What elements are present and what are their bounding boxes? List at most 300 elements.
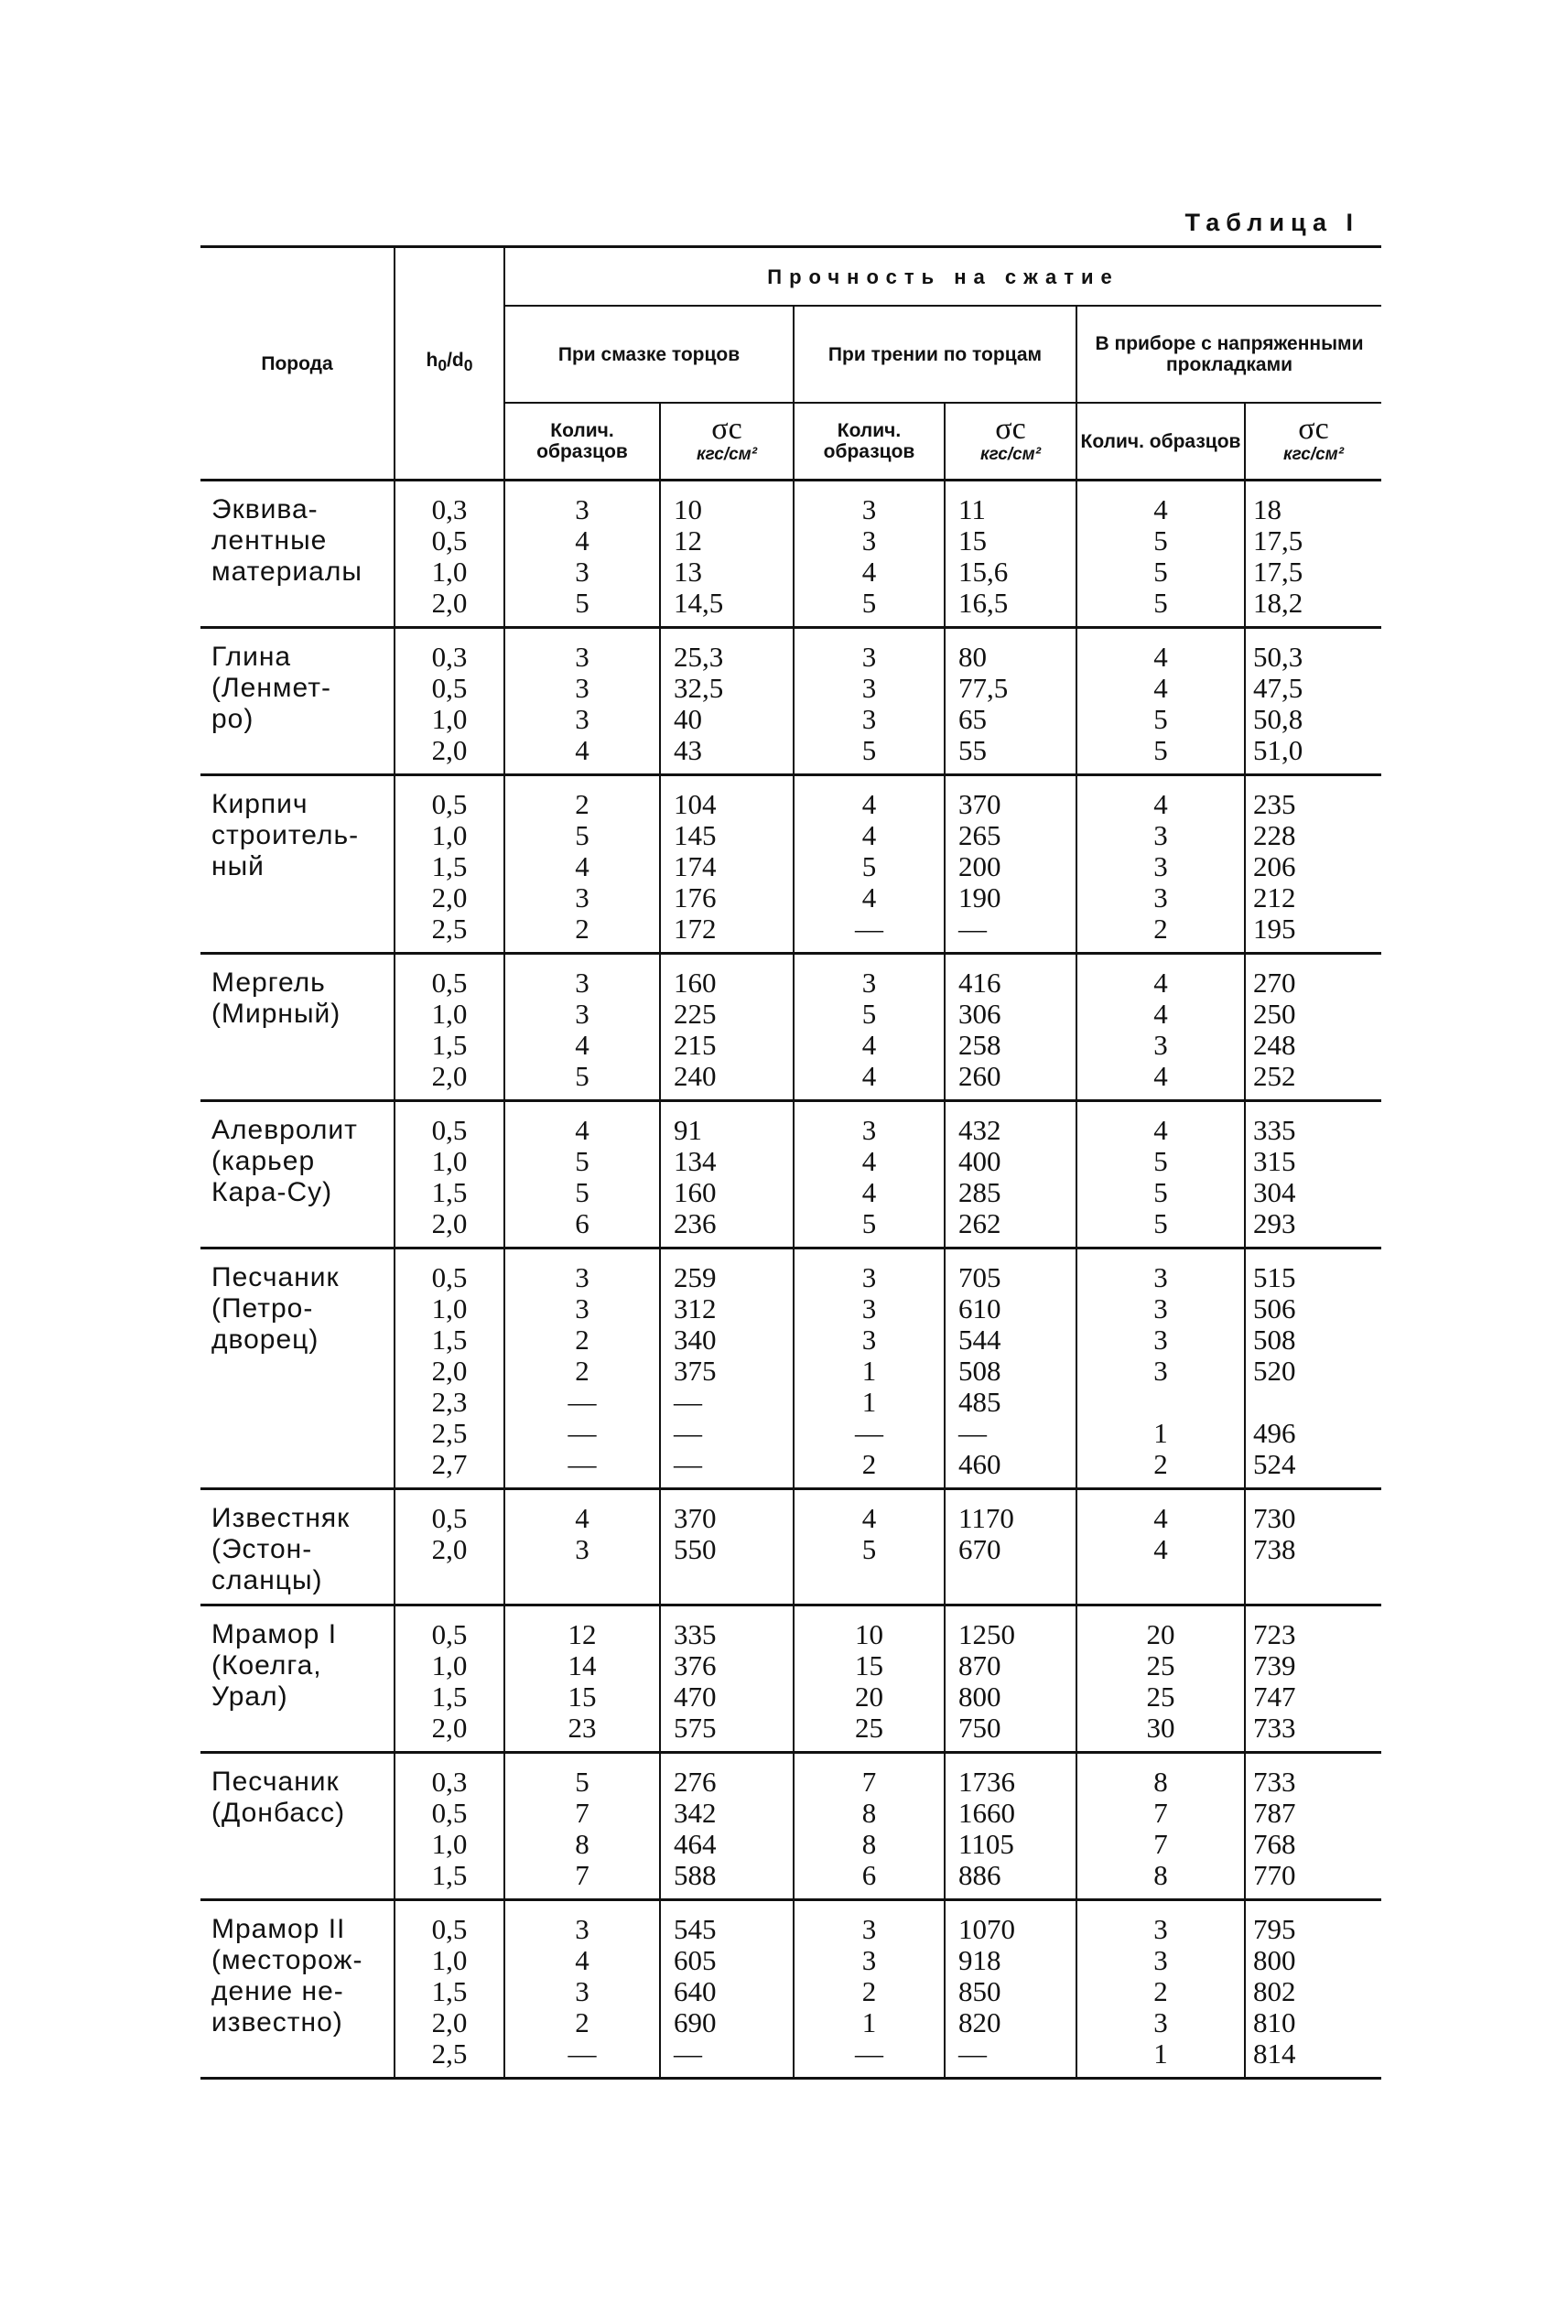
count-friction-cell bbox=[794, 1900, 945, 2079]
cell-value: 1,0 bbox=[431, 1145, 468, 1177]
cell-value: 2 bbox=[1153, 1448, 1168, 1480]
cell-value: 376 bbox=[674, 1649, 717, 1681]
strength-device-cell bbox=[1245, 775, 1381, 954]
cell-value: 16,5 bbox=[958, 587, 1009, 619]
count-friction-cell bbox=[794, 1101, 945, 1248]
cell-value: 787 bbox=[1253, 1797, 1296, 1829]
strength-lubricated-cell bbox=[660, 1489, 794, 1605]
cell-value: 918 bbox=[958, 1944, 1001, 1976]
count-device-cell bbox=[1076, 1101, 1245, 1248]
cell-value: 2 bbox=[1153, 1975, 1168, 2007]
cell-value: 13 bbox=[674, 556, 702, 588]
table-row bbox=[200, 1489, 1381, 1605]
cell-value: 508 bbox=[958, 1355, 1001, 1387]
cell-value: 6 bbox=[861, 1859, 877, 1891]
cell-value: 4 bbox=[861, 819, 877, 851]
cell-value: 0,5 bbox=[431, 1502, 468, 1534]
cell-value: 236 bbox=[674, 1207, 717, 1239]
cell-value: 4 bbox=[1153, 672, 1168, 704]
cell-value: 17,5 bbox=[1253, 556, 1303, 588]
strength-device-cell bbox=[1245, 1605, 1381, 1753]
cell-value: 2 bbox=[1153, 913, 1168, 945]
strength-friction-cell bbox=[945, 628, 1076, 775]
count-lubricated-cell bbox=[504, 1489, 660, 1605]
strength-device-cell bbox=[1245, 954, 1381, 1101]
cell-value: 2,7 bbox=[431, 1448, 468, 1480]
cell-value: 15 bbox=[568, 1681, 597, 1713]
cell-value: 50,3 bbox=[1253, 641, 1303, 673]
ratio-cell bbox=[395, 1489, 504, 1605]
cell-value: 416 bbox=[958, 967, 1001, 999]
ratio-cell bbox=[395, 954, 504, 1101]
cell-value: 293 bbox=[1253, 1207, 1296, 1239]
strength-friction-cell bbox=[945, 954, 1076, 1101]
cell-value: — bbox=[568, 1386, 597, 1418]
ratio-cell bbox=[395, 1101, 504, 1248]
cell-value: 304 bbox=[1253, 1176, 1296, 1208]
cell-value: 250 bbox=[1253, 998, 1296, 1030]
header-count-3: Колич. образцов bbox=[1076, 403, 1245, 481]
cell-value: 690 bbox=[674, 2006, 717, 2038]
cell-value: 1170 bbox=[958, 1502, 1014, 1534]
cell-value: 258 bbox=[958, 1029, 1001, 1061]
cell-value: 1,5 bbox=[431, 1859, 468, 1891]
ratio-cell bbox=[395, 1753, 504, 1900]
table-row bbox=[200, 1101, 1381, 1248]
cell-value: 770 bbox=[1253, 1859, 1296, 1891]
cell-value: 51,0 bbox=[1253, 734, 1303, 766]
strength-lubricated-cell bbox=[660, 775, 794, 954]
cell-value: 5 bbox=[1153, 1176, 1168, 1208]
cell-value: 7 bbox=[575, 1797, 589, 1829]
cell-value: 730 bbox=[1253, 1502, 1296, 1534]
cell-value: 2,5 bbox=[431, 913, 468, 945]
cell-value: 1,0 bbox=[431, 556, 468, 588]
cell-value: 0,3 bbox=[431, 493, 468, 525]
rock-name: Песчаник (Донбасс) bbox=[211, 1767, 346, 1828]
cell-value: 6 bbox=[575, 1207, 589, 1239]
cell-value: 3 bbox=[861, 1292, 877, 1324]
cell-value: 4 bbox=[575, 1944, 589, 1976]
cell-value: 174 bbox=[674, 850, 717, 882]
cell-value: — bbox=[568, 2038, 597, 2070]
cell-value: 5 bbox=[575, 1145, 589, 1177]
cell-value: 400 bbox=[958, 1145, 1001, 1177]
header-rock: Порода bbox=[200, 247, 395, 481]
cell-value: 1,5 bbox=[431, 850, 468, 882]
cell-value bbox=[1077, 1387, 1244, 1418]
cell-value: 276 bbox=[674, 1766, 717, 1798]
cell-value: 470 bbox=[674, 1681, 717, 1713]
cell-value: — bbox=[958, 1417, 987, 1449]
cell-value: 610 bbox=[958, 1292, 1001, 1324]
cell-value: 1,0 bbox=[431, 819, 468, 851]
cell-value: 2,0 bbox=[431, 587, 468, 619]
ratio-cell bbox=[395, 1248, 504, 1489]
strength-lubricated-cell bbox=[660, 481, 794, 628]
header-group-lubricated: При смазке торцов bbox=[504, 306, 794, 403]
count-friction-cell bbox=[794, 481, 945, 628]
cell-value: 4 bbox=[861, 1145, 877, 1177]
cell-value: 5 bbox=[861, 1533, 877, 1565]
cell-value: 733 bbox=[1253, 1712, 1296, 1744]
count-friction-cell bbox=[794, 1753, 945, 1900]
count-friction-cell bbox=[794, 1248, 945, 1489]
cell-value: 14 bbox=[568, 1649, 597, 1681]
cell-value: 4 bbox=[1153, 1533, 1168, 1565]
cell-value: 5 bbox=[575, 1766, 589, 1798]
cell-value: 3 bbox=[1153, 1944, 1168, 1976]
cell-value: 3 bbox=[1153, 1355, 1168, 1387]
cell-value: 3 bbox=[1153, 1029, 1168, 1061]
cell-value: 5 bbox=[861, 1207, 877, 1239]
count-device-cell bbox=[1076, 775, 1245, 954]
cell-value: 3 bbox=[1153, 1261, 1168, 1293]
table-row bbox=[200, 775, 1381, 954]
cell-value: — bbox=[568, 1448, 597, 1480]
cell-value: 485 bbox=[958, 1386, 1001, 1418]
cell-value: 802 bbox=[1253, 1975, 1296, 2007]
cell-value: 312 bbox=[674, 1292, 717, 1324]
cell-value: 1,5 bbox=[431, 1681, 468, 1713]
strength-device-cell bbox=[1245, 1248, 1381, 1489]
cell-value: 0,5 bbox=[431, 672, 468, 704]
strength-lubricated-cell bbox=[660, 1605, 794, 1753]
cell-value: 176 bbox=[674, 881, 717, 913]
cell-value: 4 bbox=[1153, 967, 1168, 999]
cell-value: 134 bbox=[674, 1145, 717, 1177]
cell-value: 2 bbox=[575, 788, 589, 820]
cell-value: 4 bbox=[575, 524, 589, 557]
rock-name: Алевролит (карьер Кара-Су) bbox=[211, 1115, 358, 1207]
cell-value: 1,0 bbox=[431, 1292, 468, 1324]
cell-value: 800 bbox=[1253, 1944, 1296, 1976]
cell-value: 1 bbox=[861, 1355, 877, 1387]
cell-value: 172 bbox=[674, 913, 717, 945]
cell-value: 3 bbox=[861, 641, 877, 673]
cell-value: 3 bbox=[575, 493, 589, 525]
cell-value: — bbox=[855, 913, 883, 945]
cell-value: 4 bbox=[1153, 493, 1168, 525]
ratio-cell bbox=[395, 1900, 504, 2079]
cell-value: 3 bbox=[861, 524, 877, 557]
strength-lubricated-cell bbox=[660, 628, 794, 775]
count-lubricated-cell bbox=[504, 1101, 660, 1248]
cell-value: 91 bbox=[674, 1114, 702, 1146]
count-friction-cell bbox=[794, 775, 945, 954]
cell-value: 340 bbox=[674, 1324, 717, 1356]
cell-value: 4 bbox=[575, 850, 589, 882]
cell-value: 4 bbox=[861, 1060, 877, 1092]
cell-value: 0,5 bbox=[431, 1913, 468, 1945]
cell-value: 0,5 bbox=[431, 1797, 468, 1829]
cell-value: 5 bbox=[861, 587, 877, 619]
cell-value: 3 bbox=[1153, 1292, 1168, 1324]
cell-value: 0,3 bbox=[431, 1766, 468, 1798]
cell-value: 4 bbox=[1153, 1060, 1168, 1092]
cell-value: 1660 bbox=[958, 1797, 1015, 1829]
cell-value: 3 bbox=[575, 703, 589, 735]
strength-device-cell bbox=[1245, 1101, 1381, 1248]
cell-value: 200 bbox=[958, 850, 1001, 882]
cell-value: 3 bbox=[575, 967, 589, 999]
cell-value: 2 bbox=[575, 913, 589, 945]
cell-value: 10 bbox=[855, 1618, 883, 1650]
cell-value: 5 bbox=[1153, 1145, 1168, 1177]
cell-value: 3 bbox=[861, 1114, 877, 1146]
cell-value: 3 bbox=[575, 672, 589, 704]
cell-value: 5 bbox=[575, 819, 589, 851]
cell-value: 240 bbox=[674, 1060, 717, 1092]
count-friction-cell bbox=[794, 1489, 945, 1605]
cell-value: 235 bbox=[1253, 788, 1296, 820]
cell-value: 77,5 bbox=[958, 672, 1009, 704]
cell-value: 212 bbox=[1253, 881, 1296, 913]
count-device-cell bbox=[1076, 481, 1245, 628]
cell-value: 640 bbox=[674, 1975, 717, 2007]
cell-value: 747 bbox=[1253, 1681, 1296, 1713]
cell-value: 750 bbox=[958, 1712, 1001, 1744]
cell-value: 80 bbox=[958, 641, 987, 673]
header-sigma-1: σс кгс/см² bbox=[660, 403, 794, 481]
cell-value: 5 bbox=[1153, 703, 1168, 735]
cell-value: 10 bbox=[674, 493, 702, 525]
cell-value: 5 bbox=[1153, 1207, 1168, 1239]
cell-value: 1,0 bbox=[431, 703, 468, 735]
cell-value: 12 bbox=[674, 524, 702, 557]
cell-value: 2,0 bbox=[431, 1533, 468, 1565]
count-lubricated-cell bbox=[504, 1900, 660, 2079]
cell-value: 3 bbox=[1153, 881, 1168, 913]
count-lubricated-cell bbox=[504, 775, 660, 954]
cell-value: 370 bbox=[958, 788, 1001, 820]
rock-name: Глина (Ленмет- ро) bbox=[211, 642, 331, 734]
cell-value: 3 bbox=[575, 1292, 589, 1324]
cell-value: 3 bbox=[861, 1944, 877, 1976]
table-row bbox=[200, 1605, 1381, 1753]
cell-value: 4 bbox=[1153, 1114, 1168, 1146]
cell-value: — bbox=[674, 1448, 702, 1480]
cell-value: 3 bbox=[861, 493, 877, 525]
rock-name: Мрамор II (месторож- дение не- известно) bbox=[211, 1914, 363, 2038]
count-friction-cell bbox=[794, 628, 945, 775]
cell-value: 5 bbox=[1153, 524, 1168, 557]
cell-value: 0,3 bbox=[431, 641, 468, 673]
strength-lubricated-cell bbox=[660, 1900, 794, 2079]
cell-value: 4 bbox=[861, 1029, 877, 1061]
cell-value: 3 bbox=[861, 703, 877, 735]
cell-value: 432 bbox=[958, 1114, 1001, 1146]
header-group-friction: При трении по торцам bbox=[794, 306, 1076, 403]
strength-friction-cell bbox=[945, 1489, 1076, 1605]
cell-value: 4 bbox=[575, 1114, 589, 1146]
cell-value: 8 bbox=[861, 1797, 877, 1829]
count-device-cell bbox=[1076, 954, 1245, 1101]
cell-value: 5 bbox=[1153, 734, 1168, 766]
cell-value: 190 bbox=[958, 881, 1001, 913]
cell-value: 2,0 bbox=[431, 2006, 468, 2038]
cell-value: 11 bbox=[958, 493, 986, 525]
strength-friction-cell bbox=[945, 775, 1076, 954]
cell-value: 228 bbox=[1253, 819, 1296, 851]
cell-value: 12 bbox=[568, 1618, 597, 1650]
cell-value: 4 bbox=[861, 788, 877, 820]
cell-value: 545 bbox=[674, 1913, 717, 1945]
cell-value: 342 bbox=[674, 1797, 717, 1829]
cell-value: 464 bbox=[674, 1828, 717, 1860]
cell-value: 3 bbox=[575, 1261, 589, 1293]
strength-friction-cell bbox=[945, 1753, 1076, 1900]
cell-value: 160 bbox=[674, 967, 717, 999]
cell-value: 335 bbox=[1253, 1114, 1296, 1146]
cell-value: 306 bbox=[958, 998, 1001, 1030]
cell-value: 7 bbox=[1153, 1797, 1168, 1829]
cell-value: 3 bbox=[861, 672, 877, 704]
strength-device-cell bbox=[1245, 1489, 1381, 1605]
cell-value: 30 bbox=[1146, 1712, 1175, 1744]
cell-value bbox=[1253, 1387, 1381, 1418]
cell-value: 315 bbox=[1253, 1145, 1296, 1177]
cell-value: 5 bbox=[861, 850, 877, 882]
cell-value: 262 bbox=[958, 1207, 1001, 1239]
cell-value: 3 bbox=[1153, 850, 1168, 882]
header-strength: Прочность на сжатие bbox=[504, 247, 1381, 307]
table-row bbox=[200, 481, 1381, 628]
strength-friction-cell bbox=[945, 1248, 1076, 1489]
strength-device-cell bbox=[1245, 1753, 1381, 1900]
cell-value: 1,5 bbox=[431, 1975, 468, 2007]
cell-value: 15 bbox=[855, 1649, 883, 1681]
cell-value: 4 bbox=[1153, 641, 1168, 673]
cell-value: 206 bbox=[1253, 850, 1296, 882]
cell-value: 4 bbox=[575, 1029, 589, 1061]
cell-value: 1,0 bbox=[431, 1649, 468, 1681]
cell-value: 738 bbox=[1253, 1533, 1296, 1565]
cell-value: 8 bbox=[575, 1828, 589, 1860]
cell-value: 705 bbox=[958, 1261, 1001, 1293]
cell-value: 3 bbox=[861, 967, 877, 999]
cell-value: 3 bbox=[861, 1324, 877, 1356]
cell-value: 520 bbox=[1253, 1355, 1296, 1387]
count-device-cell bbox=[1076, 1489, 1245, 1605]
cell-value: 20 bbox=[855, 1681, 883, 1713]
cell-value: 2,0 bbox=[431, 1355, 468, 1387]
count-lubricated-cell bbox=[504, 954, 660, 1101]
cell-value: 3 bbox=[575, 1975, 589, 2007]
cell-value: 575 bbox=[674, 1712, 717, 1744]
cell-value: 40 bbox=[674, 703, 702, 735]
cell-value: 43 bbox=[674, 734, 702, 766]
table-caption: Таблица I bbox=[1184, 209, 1359, 236]
count-lubricated-cell bbox=[504, 1753, 660, 1900]
cell-value: 670 bbox=[958, 1533, 1001, 1565]
cell-value: 3 bbox=[575, 881, 589, 913]
count-lubricated-cell bbox=[504, 1248, 660, 1489]
cell-value: 2,3 bbox=[431, 1386, 468, 1418]
count-device-cell bbox=[1076, 628, 1245, 775]
strength-lubricated-cell bbox=[660, 1248, 794, 1489]
cell-value: 1 bbox=[861, 2006, 877, 2038]
cell-value: 4 bbox=[1153, 788, 1168, 820]
cell-value: 25 bbox=[855, 1712, 883, 1744]
cell-value: 800 bbox=[958, 1681, 1001, 1713]
rock-name: Кирпич строитель- ный bbox=[211, 789, 360, 881]
cell-value: 1070 bbox=[958, 1913, 1015, 1945]
ratio-cell bbox=[395, 628, 504, 775]
cell-value: 3 bbox=[1153, 1913, 1168, 1945]
cell-value: 3 bbox=[575, 1913, 589, 1945]
cell-value: 1 bbox=[861, 1386, 877, 1418]
cell-value: 1,0 bbox=[431, 1828, 468, 1860]
header-ratio: $h_0/d_0$ bbox=[395, 247, 504, 481]
cell-value: 32,5 bbox=[674, 672, 724, 704]
cell-value: 886 bbox=[958, 1859, 1001, 1891]
cell-value: 20 bbox=[1146, 1618, 1175, 1650]
cell-value: 524 bbox=[1253, 1448, 1296, 1480]
cell-value: — bbox=[958, 2038, 987, 2070]
cell-value: 739 bbox=[1253, 1649, 1296, 1681]
strength-table bbox=[200, 245, 1381, 2080]
cell-value: 375 bbox=[674, 1355, 717, 1387]
cell-value: 1,0 bbox=[431, 998, 468, 1030]
cell-value: 515 bbox=[1253, 1261, 1296, 1293]
cell-value: 506 bbox=[1253, 1292, 1296, 1324]
cell-value: 335 bbox=[674, 1618, 717, 1650]
cell-value: 2,0 bbox=[431, 1712, 468, 1744]
cell-value: 5 bbox=[861, 734, 877, 766]
cell-value: 0,5 bbox=[431, 1261, 468, 1293]
cell-value: 5 bbox=[861, 998, 877, 1030]
cell-value: 225 bbox=[674, 998, 717, 1030]
cell-value: 4 bbox=[861, 1176, 877, 1208]
cell-value: 65 bbox=[958, 703, 987, 735]
header-count-2: Колич. образцов bbox=[794, 403, 945, 481]
cell-value: 2 bbox=[861, 1448, 877, 1480]
count-device-cell bbox=[1076, 1900, 1245, 2079]
count-lubricated-cell bbox=[504, 1605, 660, 1753]
cell-value: 370 bbox=[674, 1502, 717, 1534]
cell-value: 5 bbox=[575, 1176, 589, 1208]
cell-value: 496 bbox=[1253, 1417, 1296, 1449]
header-sigma-2: σс кгс/см² bbox=[945, 403, 1076, 481]
cell-value: 2,0 bbox=[431, 734, 468, 766]
count-device-cell bbox=[1076, 1248, 1245, 1489]
cell-value: 1250 bbox=[958, 1618, 1015, 1650]
count-device-cell bbox=[1076, 1605, 1245, 1753]
cell-value: 795 bbox=[1253, 1913, 1296, 1945]
cell-value: 3 bbox=[1153, 1324, 1168, 1356]
cell-value: 5 bbox=[1153, 556, 1168, 588]
cell-value: 55 bbox=[958, 734, 987, 766]
cell-value: 3 bbox=[861, 1261, 877, 1293]
cell-value: 248 bbox=[1253, 1029, 1296, 1061]
table-row bbox=[200, 954, 1381, 1101]
strength-lubricated-cell bbox=[660, 1753, 794, 1900]
cell-value: 850 bbox=[958, 1975, 1001, 2007]
cell-value: 4 bbox=[861, 556, 877, 588]
cell-value: 733 bbox=[1253, 1766, 1296, 1798]
cell-value: 0,5 bbox=[431, 1114, 468, 1146]
table-row bbox=[200, 1248, 1381, 1489]
cell-value: 4 bbox=[1153, 1502, 1168, 1534]
rock-name: Эквива- лентные материалы bbox=[211, 494, 362, 587]
strength-device-cell bbox=[1245, 481, 1381, 628]
cell-value: 4 bbox=[575, 1502, 589, 1534]
cell-value: 15,6 bbox=[958, 556, 1009, 588]
cell-value: 810 bbox=[1253, 2006, 1296, 2038]
rock-name: Известняк (Эстон- сланцы) bbox=[211, 1503, 351, 1595]
strength-friction-cell bbox=[945, 1900, 1076, 2079]
